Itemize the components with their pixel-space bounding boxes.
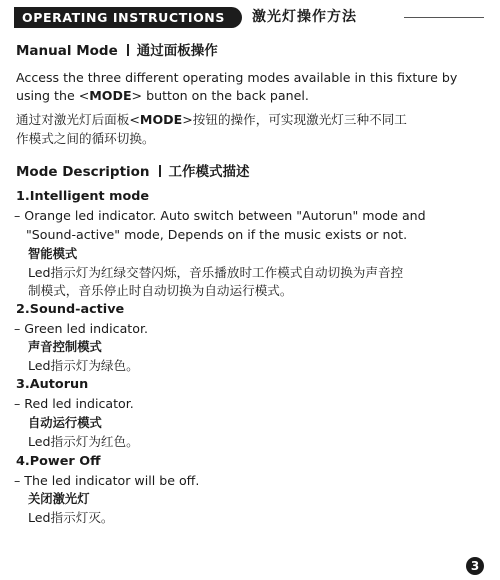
manual-mode-cn-line1: 通过对激光灯后面板<MODE>按钮的操作，可实现激光灯三种不同工 (16, 112, 407, 127)
mode-heading-intelligent: 1.Intelligent mode (16, 189, 150, 204)
mode-heading-autorun: 3.Autorun (16, 377, 89, 392)
mode-intelligent-cn-line2: 制模式，音乐停止时自动切换为自动运行模式。 (28, 283, 293, 298)
mode-sound-active-line1: – Green led indicator. (14, 321, 148, 336)
manual-mode-title (16, 42, 218, 60)
mode-autorun-cn-title: 自动运行模式 (28, 416, 102, 430)
mode-heading-power-off: 4.Power Off (16, 454, 101, 469)
mode-intelligent-line1: – Orange led indicator. Auto switch between "Autorun" mode and (14, 208, 426, 223)
mode-power-off-line1: – The led indicator will be off. (14, 473, 200, 488)
title-separator (159, 165, 161, 177)
manual-mode-title-cn: 通过面板操作 (136, 43, 218, 59)
mode-button-label: MODE (89, 88, 132, 103)
mode-power-off-cn-line1: Led指示灯灭。 (28, 510, 114, 525)
mode-intelligent-line2: "Sound-active" mode, Depends on if the music exists or not. (26, 227, 408, 242)
mode-power-off-cn-title: 关闭激光灯 (28, 492, 90, 506)
mode-intelligent-cn-line1: Led指示灯为红绿交替闪烁，音乐播放时工作模式自动切换为声音控 (28, 265, 404, 280)
mode-description-title-cn: 工作模式描述 (168, 164, 250, 180)
mode-intelligent-cn-title: 智能模式 (28, 247, 78, 261)
header-rule (404, 17, 484, 18)
page-header (14, 7, 488, 29)
header-title-cn: 激光灯操作方法 (252, 9, 357, 25)
mode-sound-active-cn-title: 声音控制模式 (28, 340, 102, 354)
mode-autorun-line1: – Red led indicator. (14, 396, 134, 411)
mode-description-title-en: Mode Description (16, 164, 150, 180)
title-separator (127, 44, 129, 56)
mode-autorun-cn-line1: Led指示灯为红色。 (28, 434, 139, 449)
manual-mode-en-line2: using the <MODE> button on the back panel. (16, 88, 309, 103)
mode-sound-active-cn-line1: Led指示灯为绿色。 (28, 358, 139, 373)
mode-description-title (16, 163, 250, 181)
header-title: OPERATING INSTRUCTIONS (14, 7, 242, 28)
mode-heading-sound-active: 2.Sound-active (16, 302, 125, 317)
manual-mode-en-line1: Access the three different operating modes available in this fixture by (16, 70, 458, 85)
manual-mode-cn-line2: 作模式之间的循环切换。 (16, 131, 155, 146)
page-number-badge: 3 (466, 557, 484, 575)
manual-mode-title-en: Manual Mode (16, 43, 118, 59)
